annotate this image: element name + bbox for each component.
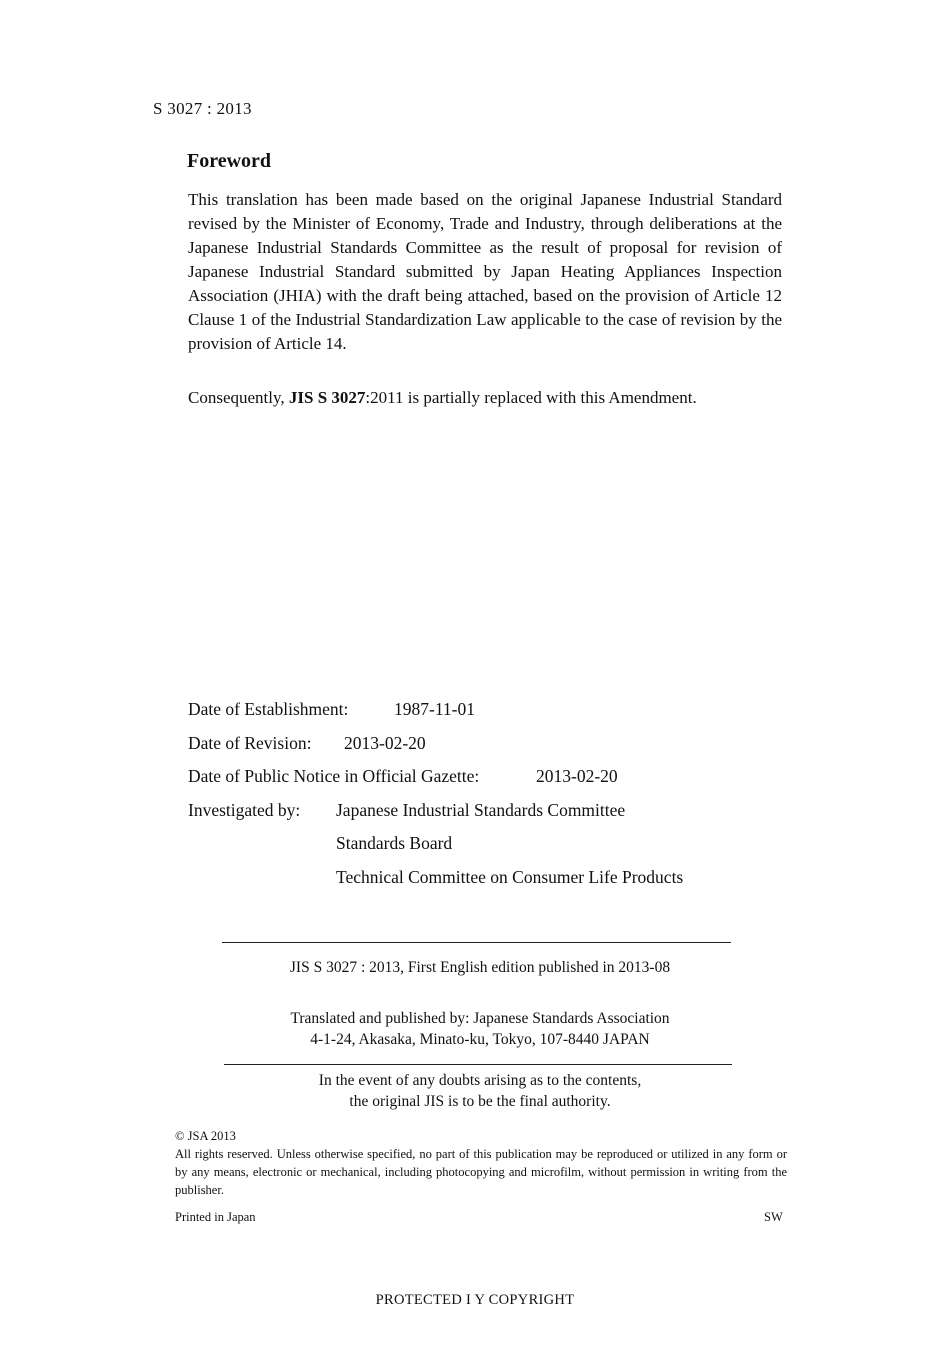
rights-statement: All rights reserved. Unless otherwise specified, no part of this publication may be reproduced or utilized in any form or by any means, electronic or mechanical, including photocopying and microfilm, without permission in writing from the publisher. [175, 1147, 787, 1197]
divider-bottom [224, 1064, 732, 1065]
divider-top [222, 942, 731, 943]
establishment-label: Date of Establishment: [188, 699, 349, 719]
publisher-code: SW [764, 1210, 783, 1224]
printed-in: Printed in Japan [175, 1210, 256, 1224]
edition-line: JIS S 3027 : 2013, First English edition published in 2013-08 [289, 959, 671, 976]
paragraph-2-standard-ref: JIS S 3027 [288, 388, 366, 407]
paragraph-2-suffix: :2011 is partially replaced with this Amendment. [365, 388, 697, 407]
establishment-value: 1987-11-01 [394, 699, 476, 719]
revision-value: 2013-02-20 [344, 733, 426, 753]
doubt-line-1: In the event of any doubts arising as to the contents, [318, 1072, 642, 1089]
investigated-line-3: Technical Committee on Consumer Life Products [336, 867, 684, 887]
copyright-notice: © JSA 2013 [175, 1129, 236, 1143]
foreword-paragraph-2 [188, 386, 782, 410]
foreword-paragraph-1: This translation has been made based on the original Japanese Industrial Standard revised by the Minister of Economy, Trade and Industry, through deliberations at the Japanese Industrial Standards Committee as the result of proposal for revision of Japanese Industrial Standard submitted by Japan Heating Appliances Inspection Association (JHIA) with the draft being attached, based on the provision of Article 12 Clause 1 of the Industrial Standardization Law applicable to the case of revision by the provision of Article 14. [188, 190, 782, 353]
public-notice-value: 2013-02-20 [536, 766, 618, 786]
foreword-title: Foreword [187, 150, 272, 172]
investigated-line-1: Japanese Industrial Standards Committee [336, 800, 626, 820]
publisher-line-1: Translated and published by: Japanese Standards Association [290, 1010, 670, 1027]
publisher-line-2: 4-1-24, Akasaka, Minato-ku, Tokyo, 107-8440 JAPAN [310, 1031, 650, 1048]
protected-footer: PROTECTED I Y COPYRIGHT [375, 1292, 575, 1308]
investigated-line-2: Standards Board [336, 833, 453, 853]
investigated-label: Investigated by: [188, 800, 301, 820]
doubt-line-2: the original JIS is to be the final authority. [349, 1093, 611, 1110]
revision-label: Date of Revision: [188, 733, 312, 753]
document-code: S 3027 : 2013 [153, 99, 252, 118]
public-notice-label: Date of Public Notice in Official Gazette: [188, 766, 480, 786]
paragraph-2-prefix: Consequently, [188, 388, 289, 407]
